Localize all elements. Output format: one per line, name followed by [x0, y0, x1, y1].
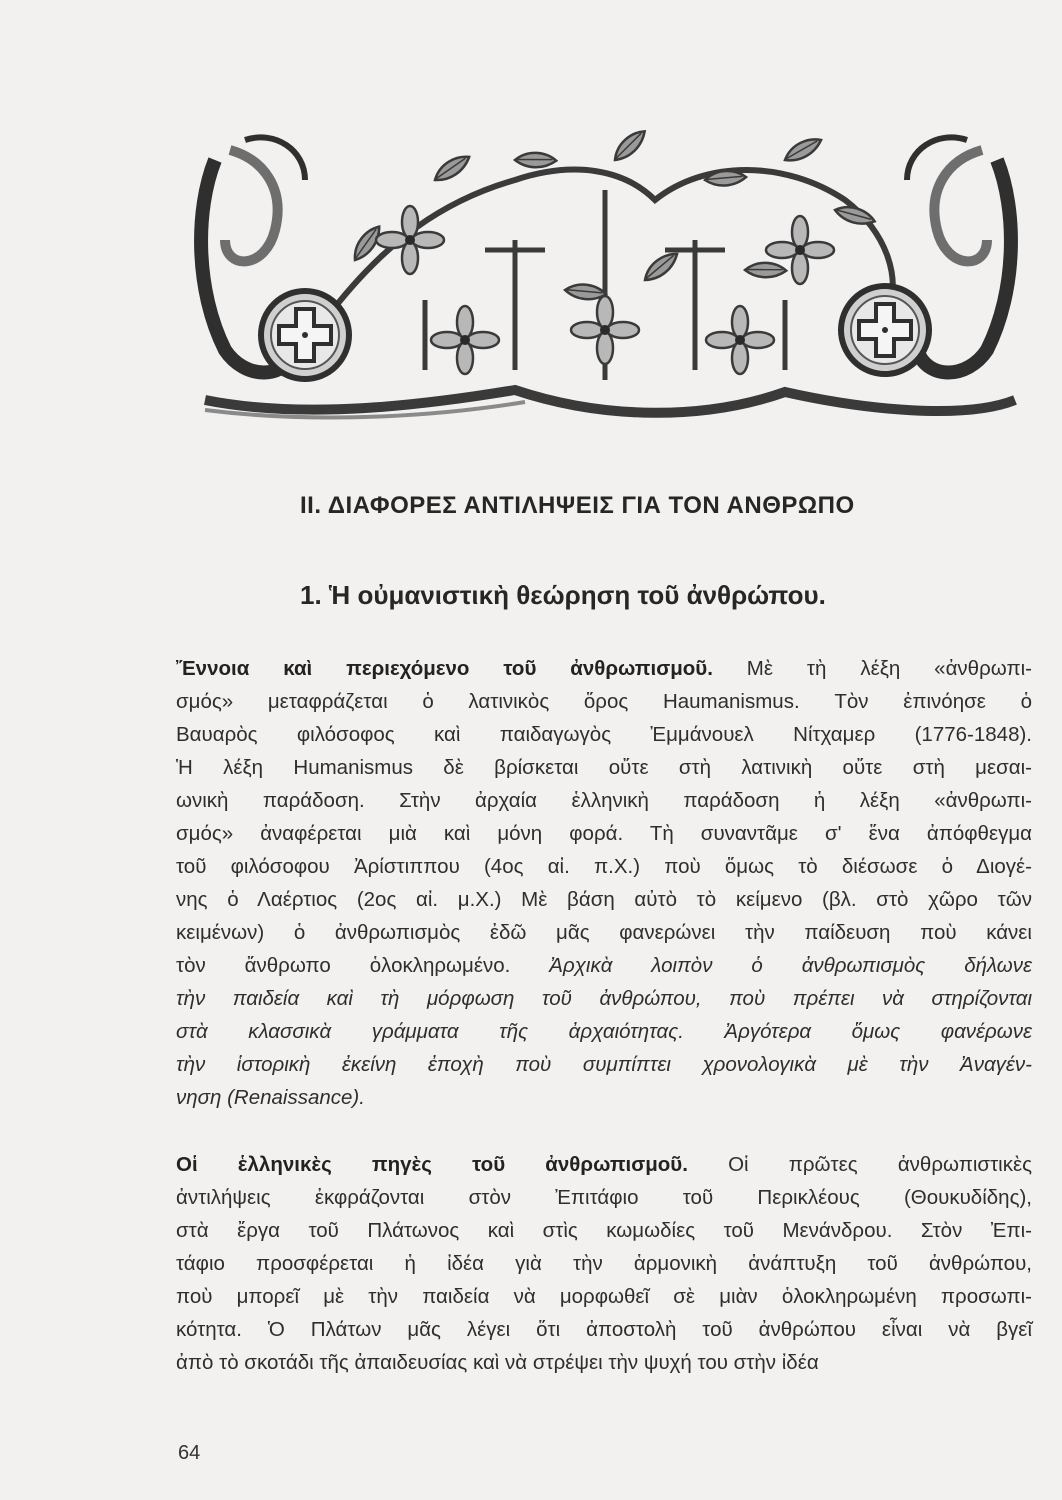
paragraph-gap [176, 1114, 1032, 1148]
paragraph-greek-sources [176, 1148, 1032, 1379]
paragraph-lead: Ἔννοια καὶ περιεχόμενο τοῦ ἀνθρωπισμοῦ. [176, 657, 713, 680]
italic-text-line: στὰ κλασσικὰ γράμματα τῆς ἀρχαιότητας. Ἀργότερα ὅμως φανέρωνε [176, 1020, 1032, 1043]
text-line [176, 1148, 1032, 1181]
text-span: τὸν ἄνθρωπο ὁλοκληρωμένο. [176, 954, 550, 977]
text-line: ποὺ μπορεῖ μὲ τὴν παιδεία νὰ μορφωθεῖ σὲ μιὰν ὁλοκληρωμένη προσωπι- [176, 1285, 1032, 1308]
text-line: Ἡ λέξη Humanismus δὲ βρίσκεται οὔτε στὴ λατινικὴ οὔτε στὴ μεσαι- [176, 756, 1032, 779]
text-line [176, 652, 1032, 685]
text-span: Μὲ τὴ λέξη «ἀνθρωπι- [712, 657, 1032, 680]
text-line: νης ὁ Λαέρτιος (2ος αἰ. μ.Χ.) Μὲ βάση αὐτὸ τὸ κείμενο (βλ. στὸ χῶρο τῶν [176, 888, 1032, 911]
text-line: ωνικὴ παράδοση. Στὴν ἀρχαία ἑλληνικὴ παράδοση ἡ λέξη «ἀνθρωπι- [176, 789, 1032, 812]
text-line: ἀντιλήψεις ἐκφράζονται στὸν Ἐπιτάφιο τοῦ Περικλέους (Θουκυδίδης), [176, 1186, 1032, 1209]
italic-text-line: νηση (Renaissance). [176, 1086, 365, 1109]
text-line: Βαυαρὸς φιλόσοφος καὶ παιδαγωγὸς Ἐμμάνουελ Νίτχαμερ (1776-1848). [176, 723, 1032, 746]
text-span: Οἱ πρῶτες ἀνθρωπιστικὲς [687, 1153, 1032, 1176]
page-number: 64 [178, 1442, 201, 1464]
text-line: κότητα. Ὁ Πλάτων μᾶς λέγει ὅτι ἀποστολὴ τοῦ ἀνθρώπου εἶναι νὰ βγεῖ [176, 1318, 1032, 1341]
chapter-heading: ΙΙ. ΔΙΑΦΟΡΕΣ ΑΝΤΙΛΗΨΕΙΣ ΓΙΑ ΤΟΝ ΑΝΘΡΩΠΟ [300, 492, 855, 519]
text-line: στὰ ἔργα τοῦ Πλάτωνος καὶ στὶς κωμωδίες τοῦ Μενάνδρου. Στὸν Ἐπι- [176, 1219, 1032, 1242]
text-line: ἀπὸ τὸ σκοτάδι τῆς ἀπαιδευσίας καὶ νὰ στρέψει τὴν ψυχή του στὴν ἰδέα [176, 1351, 819, 1374]
text-line [176, 949, 1032, 982]
italic-text-line: τὴν ἱστορικὴ ἐκείνη ἐποχὴ ποὺ συμπίπτει χρονολογικὰ μὲ τὴν Ἀναγέν- [176, 1053, 1032, 1076]
text-line: τάφιο προσφέρεται ἡ ἰδέα γιὰ τὴν ἁρμονικὴ ἀνάπτυξη τοῦ ἀνθρώπου, [176, 1252, 1032, 1275]
text-line: τοῦ φιλόσοφου Ἀρίστιππου (4ος αἰ. π.Χ.) ποὺ ὅμως τὸ διέσωσε ὁ Διογέ- [176, 855, 1032, 878]
italic-text-span: Ἀρχικὰ λοιπὸν ὁ ἀνθρωπισμὸς δήλωνε [549, 954, 1033, 977]
paragraph-humanism-meaning [176, 652, 1032, 1114]
text-line: κειμένων) ὁ ἀνθρωπισμὸς ἐδῶ μᾶς φανερώνει τὴν παίδευση ποὺ κάνει [176, 921, 1032, 944]
body-text [176, 652, 1032, 1379]
paragraph-lead: Οἱ ἑλληνικὲς πηγὲς τοῦ ἀνθρωπισμοῦ. [176, 1153, 688, 1176]
text-line: σμός» μεταφράζεται ὁ λατινικὸς ὅρος Haumanismus. Τὸν ἐπινόησε ὁ [176, 690, 1032, 713]
italic-text-line: τὴν παιδεία καὶ τὴ μόρφωση τοῦ ἀνθρώπου, ποὺ πρέπει νὰ στηρίζονται [176, 987, 1032, 1010]
text-line: σμός» ἀναφέρεται μιὰ καὶ μόνη φορά. Τὴ συναντᾶμε σ' ἕνα ἀπόφθεγμα [176, 822, 1032, 845]
floral-cross-ornament-icon [185, 120, 1027, 420]
section-heading: 1. Ἡ οὐμανιστικὴ θεώρηση τοῦ ἀνθρώπου. [300, 580, 826, 610]
